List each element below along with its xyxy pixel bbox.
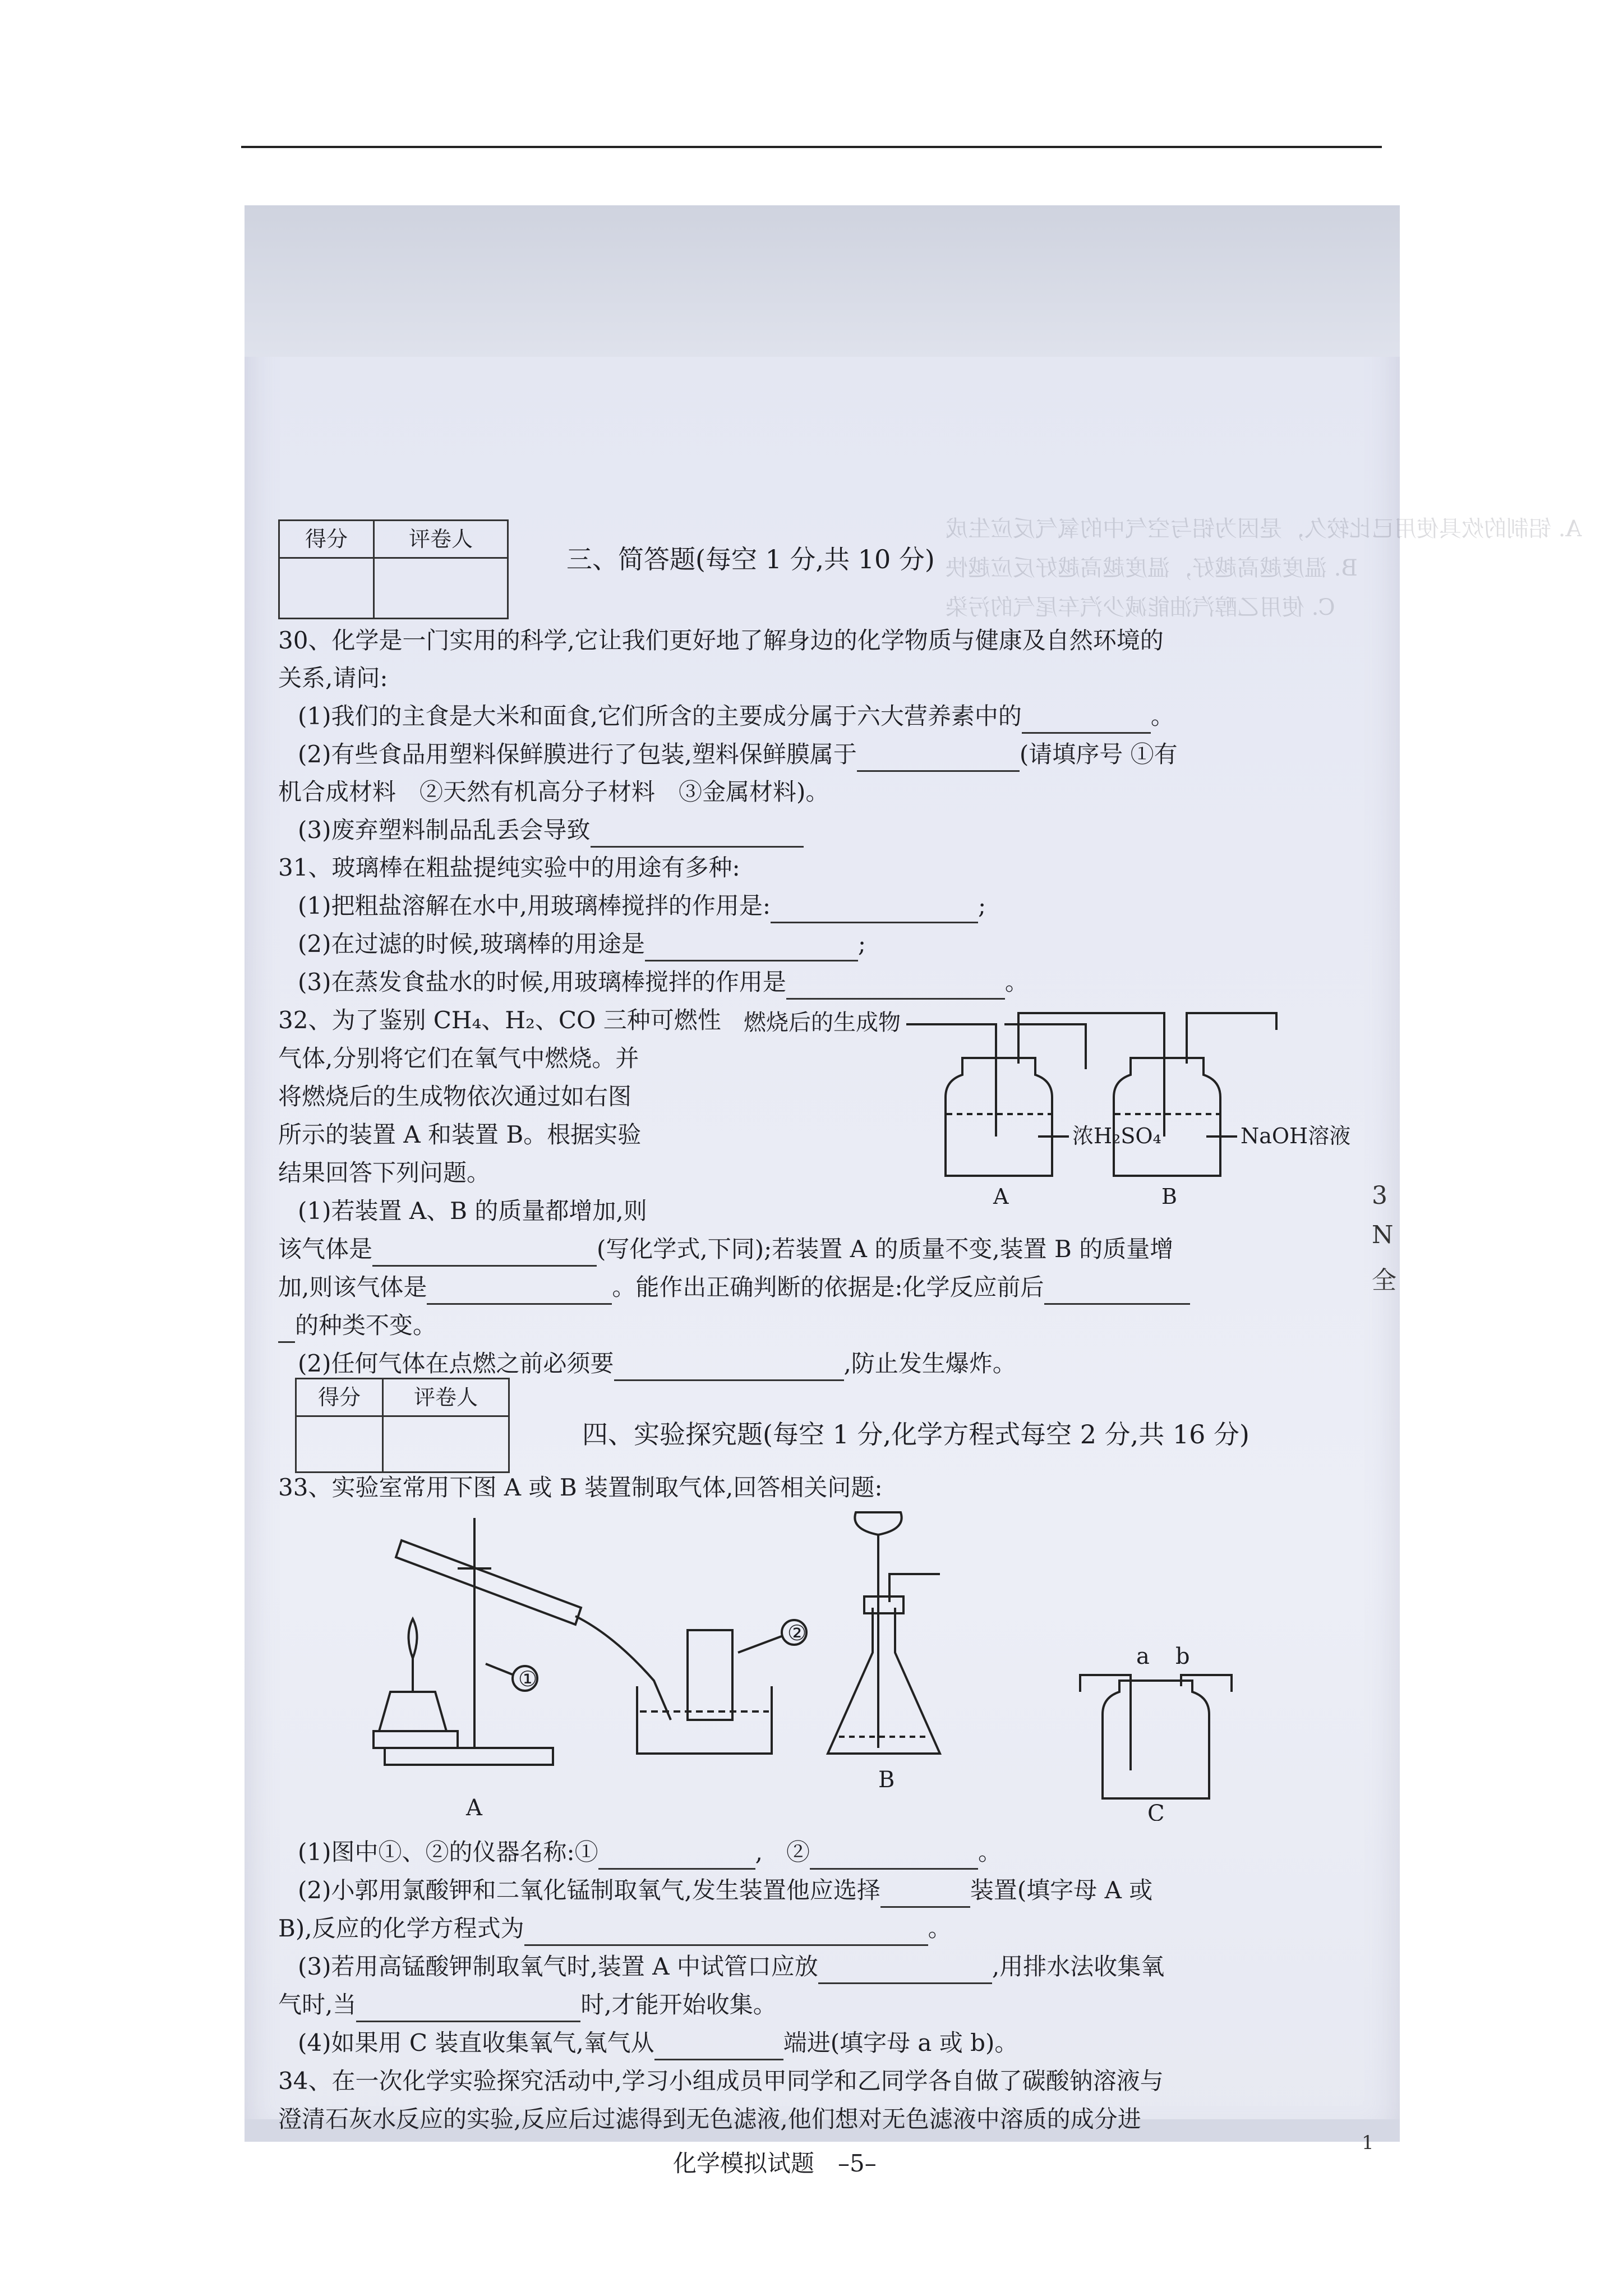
page-footer: 化学模拟试题 –5– bbox=[673, 2150, 877, 2177]
q33-part2 bbox=[298, 1873, 1152, 1908]
diagram-inlet-label: 燃烧后的生成物 bbox=[744, 1010, 901, 1036]
q32-text: (写化学式,下同);若装置 A 的质量不变,装置 B 的质量增 bbox=[597, 1235, 1174, 1263]
flask-stopper bbox=[864, 1596, 903, 1613]
punct: ; bbox=[978, 892, 986, 919]
answer-blank[interactable] bbox=[524, 1922, 928, 1946]
q32-text: (2)任何气体在点燃之前必须要 bbox=[298, 1350, 614, 1377]
bleed-right-char: N bbox=[1372, 1221, 1394, 1249]
answer-blank[interactable] bbox=[427, 1281, 612, 1305]
grader-cell bbox=[374, 558, 508, 619]
answer-blank[interactable] bbox=[818, 1960, 992, 1984]
punct: ; bbox=[857, 930, 866, 958]
q33-text: (1)图中①、②的仪器名称:① bbox=[298, 1838, 598, 1866]
device-a-label: A bbox=[993, 1184, 1009, 1209]
exam-content bbox=[245, 205, 1400, 2177]
page-number: 1 bbox=[1362, 2132, 1374, 2154]
q32-text: 的种类不变。 bbox=[295, 1312, 437, 1339]
marker-2: ② bbox=[787, 1621, 807, 1645]
port-b-label: b bbox=[1175, 1644, 1190, 1669]
q32-text: ,防止发生爆炸。 bbox=[843, 1350, 1016, 1377]
punct: 。 bbox=[1004, 968, 1029, 996]
q31-part1-text: (1)把粗盐溶解在水中,用玻璃棒搅拌的作用是: bbox=[298, 892, 771, 919]
device-b-label: B bbox=[1161, 1184, 1177, 1209]
answer-blank[interactable] bbox=[857, 748, 1020, 772]
q30-part2-options: 机合成材料 ②天然有机高分子材料 ③金属材料)。 bbox=[278, 778, 829, 806]
q31-line1: 31、玻璃棒在粗盐提纯实验中的用途有多种: bbox=[278, 854, 740, 881]
q33-text: B),反应的化学方程式为 bbox=[278, 1915, 524, 1942]
bottle-b bbox=[1114, 1058, 1220, 1176]
q33-part2b bbox=[278, 1911, 952, 1946]
q33-text: (4)如果用 C 装直收集氧气,氧气从 bbox=[298, 2029, 654, 2056]
q33-part3 bbox=[298, 1949, 1164, 1984]
port-a-label: a bbox=[1136, 1644, 1150, 1669]
delivery-tube bbox=[575, 1616, 671, 1720]
q33-intro: 33、实验室常用下图 A 或 B 装置制取气体,回答相关问题: bbox=[278, 1474, 883, 1501]
q31-part2-text: (2)在过滤的时候,玻璃棒的用途是 bbox=[298, 930, 645, 958]
punct: 。 bbox=[978, 1838, 1002, 1866]
q30-line1: 30、化学是一门实用的科学,它让我们更好地了解身边的化学物质与健康及自然环境的 bbox=[278, 627, 1164, 654]
lamp-flame bbox=[409, 1619, 417, 1658]
answer-blank[interactable] bbox=[278, 1319, 295, 1343]
gas-wash-bottles-diagram bbox=[738, 991, 1366, 1209]
punct: 。 bbox=[928, 1915, 952, 1942]
outlet-tube bbox=[1187, 1013, 1276, 1064]
pointer-1 bbox=[486, 1664, 514, 1675]
conical-flask bbox=[828, 1608, 940, 1754]
q33-text: (2)小郭用氯酸钾和二氧化锰制取氧气,发生装置他应选择 bbox=[298, 1876, 880, 1904]
answer-blank[interactable] bbox=[645, 937, 858, 961]
q30-line2: 关系,请问: bbox=[278, 664, 388, 692]
score-table-2 bbox=[295, 1378, 510, 1473]
stand-base bbox=[385, 1748, 553, 1765]
thistle-funnel bbox=[855, 1512, 901, 1535]
q32-part1c bbox=[278, 1270, 1190, 1305]
answer-blank[interactable] bbox=[356, 1998, 580, 2022]
q32-text: 加,则该气体是 bbox=[278, 1273, 427, 1301]
connector-tube-1 bbox=[1004, 1024, 1086, 1069]
q33-text: ,用排水法收集氧 bbox=[992, 1953, 1165, 1980]
grader-header: 评卷人 bbox=[383, 1379, 509, 1416]
q31-part1 bbox=[298, 889, 986, 923]
q32-part1a: (1)若装置 A、B 的质量都增加,则 bbox=[298, 1197, 647, 1225]
q31-part3-text: (3)在蒸发食盐水的时候,用玻璃棒搅拌的作用是 bbox=[298, 968, 786, 996]
answer-blank[interactable] bbox=[598, 1846, 755, 1870]
punct: 。 bbox=[1150, 702, 1174, 730]
q32-text: 该气体是 bbox=[278, 1235, 373, 1263]
q33-text: 时,才能开始收集。 bbox=[580, 1991, 777, 2018]
grader-cell bbox=[383, 1416, 509, 1473]
collection-bottle bbox=[1103, 1681, 1209, 1798]
q33-text: 装置(填字母 A 或 bbox=[970, 1876, 1153, 1904]
answer-blank[interactable] bbox=[1044, 1281, 1190, 1305]
q32-line1: 32、为了鉴别 CH₄、H₂、CO 三种可燃性 bbox=[278, 1006, 721, 1034]
reagent-b-label: NaOH溶液 bbox=[1241, 1124, 1351, 1148]
q32-part1d bbox=[278, 1308, 436, 1343]
lamp-block bbox=[374, 1731, 458, 1748]
q30-part2-hint: (请填序号 ①有 bbox=[1019, 740, 1178, 768]
bleed-right-char: 3 bbox=[1372, 1181, 1387, 1210]
answer-blank[interactable] bbox=[1022, 710, 1151, 734]
q30-part1 bbox=[298, 699, 1174, 734]
apparatus-c-label: C bbox=[1147, 1801, 1165, 1821]
test-tube bbox=[396, 1540, 581, 1625]
grader-header: 评卷人 bbox=[374, 521, 508, 558]
answer-blank[interactable] bbox=[654, 2036, 783, 2060]
q30-part1-text: (1)我们的主食是大米和面食,它们所含的主要成分属于六大营养素中的 bbox=[298, 702, 1022, 730]
q32-line2: 气体,分别将它们在氧气中燃烧。并 bbox=[278, 1045, 639, 1072]
header-rule bbox=[241, 146, 1382, 148]
connector-tube-2 bbox=[1018, 1013, 1164, 1137]
bottle-a bbox=[946, 1058, 1052, 1176]
answer-blank[interactable] bbox=[591, 823, 804, 848]
q30-part3-text: (3)废弃塑料制品乱丢会导致 bbox=[298, 816, 591, 844]
q33-text: 端进(填字母 a 或 b)。 bbox=[783, 2029, 1018, 2056]
q32-text: 。能作出正确判断的依据是:化学反应前后 bbox=[612, 1273, 1044, 1301]
q30-part2-text: (2)有些食品用塑料保鲜膜进行了包装,塑料保鲜膜属于 bbox=[298, 740, 857, 768]
marker-1: ① bbox=[518, 1667, 538, 1691]
q30-part2 bbox=[298, 737, 1178, 772]
q32-part2 bbox=[298, 1346, 1016, 1381]
score-table bbox=[278, 519, 509, 619]
section-3-title: 三、简答题(每空 1 分,共 10 分) bbox=[566, 544, 935, 574]
q33-part3b bbox=[278, 1987, 777, 2022]
q32-line3: 将燃烧后的生成物依次通过如右图 bbox=[278, 1083, 632, 1110]
gas-jar bbox=[688, 1630, 732, 1720]
q32-part1b bbox=[278, 1232, 1173, 1267]
answer-blank[interactable] bbox=[614, 1357, 844, 1381]
q33-text: 气时,当 bbox=[278, 1991, 357, 2018]
q33-text: (3)若用高锰酸钾制取氧气时,装置 A 中试管口应放 bbox=[298, 1953, 818, 1980]
gas-apparatus-figure bbox=[301, 1507, 1366, 1821]
answer-blank[interactable] bbox=[810, 1846, 978, 1870]
pointer-2 bbox=[738, 1636, 783, 1653]
q34-line1: 34、在一次化学实验探究活动中,学习小组成员甲同学和乙同学各自做了碳酸钠溶液与 bbox=[278, 2067, 1164, 2095]
q32-line4: 所示的装置 A 和装置 B。根据实验 bbox=[278, 1121, 642, 1148]
q33-text: , ② bbox=[755, 1838, 810, 1866]
bleed-through-text: B. 温度越高越好，温度越高越好反应越快 bbox=[946, 555, 1358, 581]
apparatus-a-label: A bbox=[466, 1795, 482, 1821]
bleed-through-text: A. 铝制的炊具使用已比较久，是因为铝与空气中的氧气反应生成 bbox=[946, 516, 1582, 542]
answer-blank[interactable] bbox=[372, 1243, 597, 1267]
section-4-title: 四、实验探究题(每空 1 分,化学方程式每空 2 分,共 16 分) bbox=[582, 1419, 1249, 1450]
score-cell bbox=[279, 558, 374, 619]
score-header: 得分 bbox=[296, 1379, 383, 1416]
alcohol-lamp bbox=[379, 1692, 446, 1731]
q33-part1 bbox=[298, 1835, 1002, 1870]
q33-part4 bbox=[298, 2026, 1018, 2060]
q32-line5: 结果回答下列问题。 bbox=[278, 1159, 491, 1186]
tube-a bbox=[1080, 1675, 1131, 1770]
bleed-right-char: 全 bbox=[1372, 1266, 1396, 1295]
apparatus-b-label: B bbox=[878, 1767, 895, 1793]
scanned-exam-photo bbox=[245, 205, 1582, 2177]
q34-line2: 澄清石灰水反应的实验,反应后过滤得到无色滤液,他们想对无色滤液中溶质的成分进 bbox=[278, 2105, 1141, 2133]
q31-part2 bbox=[298, 927, 866, 961]
flask-outlet-tube bbox=[889, 1574, 940, 1602]
reagent-a-label: 浓H₂SO₄ bbox=[1072, 1124, 1161, 1148]
q30-part3 bbox=[298, 813, 804, 848]
bleed-through-text: C. 使用乙醇汽油能减少汽车尾气的污染 bbox=[946, 595, 1335, 620]
answer-blank[interactable] bbox=[771, 899, 978, 923]
score-header: 得分 bbox=[279, 521, 374, 558]
score-cell bbox=[296, 1416, 383, 1473]
answer-blank[interactable] bbox=[880, 1884, 970, 1908]
tube-b bbox=[1181, 1675, 1232, 1692]
